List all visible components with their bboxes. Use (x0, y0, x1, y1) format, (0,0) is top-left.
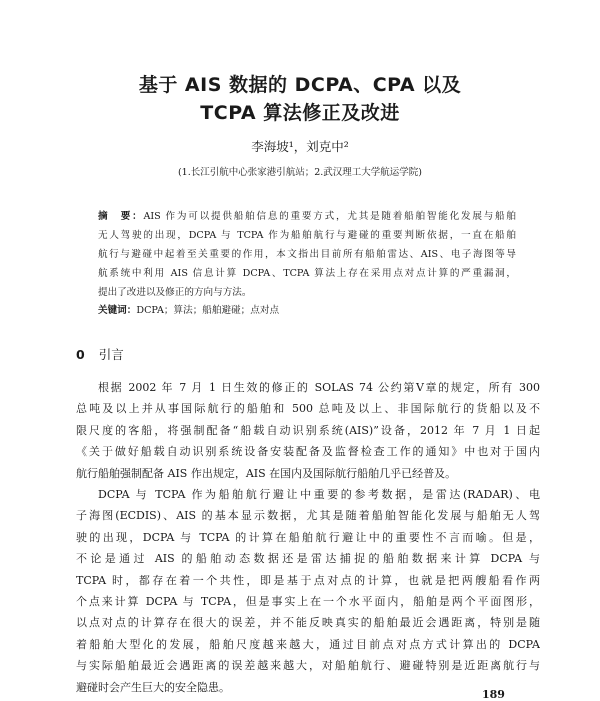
paragraph-line: 总吨及以上并从事国际航行的船舶和 500 总吨及以上、非国际航行的货船以及不 (76, 402, 540, 416)
paragraph-2 (76, 484, 540, 698)
paragraph-line: 根据 2002 年 7 月 1 日生效的修正的 SOLAS 74 公约第Ⅴ章的规定，所有 300 (98, 381, 540, 394)
section-heading (76, 345, 124, 363)
paragraph-line: TCPA 时，都存在着一个共性，即是基于点对点的计算，也就是把两艘船看作两 (76, 573, 540, 587)
paragraph-line: 与实际船舶最近会遇距离的误差越来越大，对船舶航行、避碰特别是近距离航行与 (76, 659, 540, 673)
paragraph-line: 航行船舶强制配备 AIS 作出规定，AIS 在国内及国际航行船舶几乎已经普及。 (76, 466, 457, 480)
abstract-line: 航行与避碰中起着至关重要的作用，本文指出目前所有船舶雷达、AIS、电子海图等导 (98, 249, 516, 260)
paper-title-line-2: TCPA 算法修正及改进 (200, 102, 400, 124)
paragraph-line: 避碰时会产生巨大的安全隐患。 (76, 680, 230, 694)
page-number: 189 (482, 688, 505, 701)
section-title: 引言 (98, 347, 124, 362)
authors: 李海坡¹，刘克中² (251, 139, 349, 154)
paragraph-line: DCPA 与 TCPA 作为船舶航行避让中重要的参考数据，是雷达(RADAR)、电 (98, 488, 540, 501)
affiliations: (1.长江引航中心张家港引航站；2.武汉理工大学航运学院) (177, 167, 423, 178)
abstract-line: 摘 要：AIS 作为可以提供船舶信息的重要方式，尤其是随着船舶智能化发展与船舶 (98, 211, 516, 222)
paragraph-line: 驶的出现，DCPA 与 TCPA 的计算在船舶航行避让中的重要性不言而喻。但是， (76, 530, 540, 544)
paragraph-line: 《关于做好船载自动识别系统设备安装配备及监督检查工作的通知》中也对于国内 (76, 445, 540, 459)
paragraph-1 (76, 377, 540, 484)
paragraph-line: 子海图(ECDIS)、AIS 的基本显示数据，尤其是随着船舶智能化发展与船舶无人驾 (76, 509, 540, 523)
abstract-label: 摘 要： (98, 211, 144, 222)
paragraph-line: 限尺度的客船，将强制配备“船载自动识别系统(AIS)”设备，2012 年 7 月 1 日起 (76, 423, 540, 437)
keywords (98, 302, 516, 316)
paragraph-line: 着船舶大型化的发展，船舶尺度越来越大，通过目前点对点方式计算出的 DCPA (76, 637, 540, 651)
paragraph-line: 个点来计算 DCPA 与 TCPA，但是事实上在一个水平面内，船舶是两个平面图形， (76, 594, 540, 608)
abstract-line: 提出了改进以及修正的方向与方法。 (98, 287, 252, 298)
abstract (98, 207, 516, 302)
section-number: 0 (76, 347, 85, 362)
keywords-label: 关键词： (98, 305, 137, 316)
keywords-text: DCPA；算法；船舶避碰；点对点 (136, 305, 280, 316)
paragraph-line: 以点对点的计算存在很大的误差，并不能反映真实的船舶最近会遇距离，特别是随 (76, 616, 540, 630)
paragraph-line: 不论是通过 AIS 的船舶动态数据还是雷达捕捉的船舶数据来计算 DCPA 与 (76, 552, 540, 566)
abstract-line: 无人驾驶的出现，DCPA 与 TCPA 作为船舶航行与避碰的重要判断依据，一直在船舶 (98, 230, 516, 241)
paper-title-line-1: 基于 AIS 数据的 DCPA、CPA 以及 (138, 74, 462, 96)
abstract-line: 航系统中利用 AIS 信息计算 DCPA、TCPA 算法上存在采用点对点计算的严重漏洞， (98, 268, 516, 279)
